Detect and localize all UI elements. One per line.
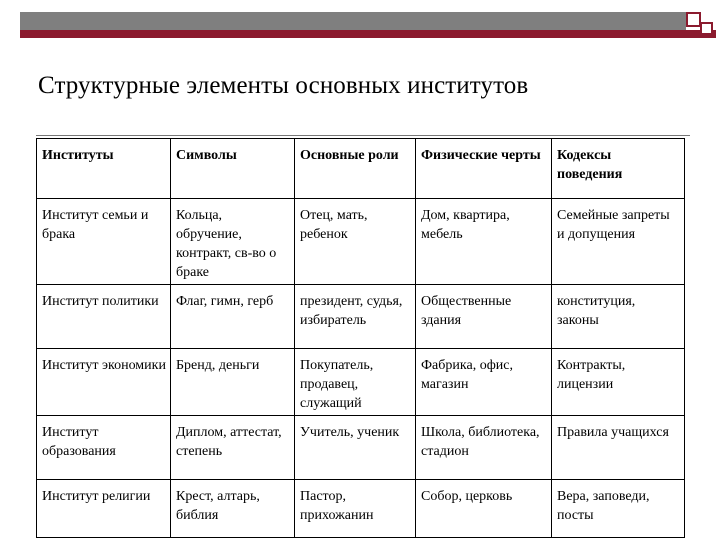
table-cell: Общественные здания	[416, 285, 552, 349]
table-cell: Кольца, обручение, контракт, св-во о браке	[171, 199, 295, 285]
table-cell: Вера, заповеди, посты	[552, 480, 685, 538]
decor-square-icon	[700, 22, 713, 35]
table-cell: Контракты, лицензии	[552, 349, 685, 416]
header-cell: Основные роли	[295, 139, 416, 199]
table-cell: Правила учащихся	[552, 416, 685, 480]
table-cell: Институт семьи и брака	[37, 199, 171, 285]
table-row	[37, 199, 685, 285]
table-cell: Покупатель, продавец, служащий	[295, 349, 416, 416]
table-cell: Фабрика, офис, магазин	[416, 349, 552, 416]
table-row	[37, 349, 685, 416]
table-cell: Институт политики	[37, 285, 171, 349]
table-cell: Институт образования	[37, 416, 171, 480]
header-cell: Кодексы поведения	[552, 139, 685, 199]
header-red-bar	[20, 30, 716, 38]
table-header-row	[37, 139, 685, 199]
title-divider	[36, 135, 690, 136]
table-row	[37, 285, 685, 349]
slide-title: Структурные элементы основных институтов	[38, 72, 529, 99]
header-cell: Физические черты	[416, 139, 552, 199]
table-row	[37, 416, 685, 480]
table-row	[37, 480, 685, 538]
table-cell: Дом, квартира, мебель	[416, 199, 552, 285]
table-cell: Институт экономики	[37, 349, 171, 416]
table-cell: Институт религии	[37, 480, 171, 538]
table-cell: Пастор, прихожанин	[295, 480, 416, 538]
table-cell: Бренд, деньги	[171, 349, 295, 416]
table-cell: Флаг, гимн, герб	[171, 285, 295, 349]
table-cell: Учитель, ученик	[295, 416, 416, 480]
institutions-table	[36, 138, 685, 538]
table-cell: Диплом, аттестат, степень	[171, 416, 295, 480]
table-cell: Собор, церковь	[416, 480, 552, 538]
table-cell: Крест, алтарь, библия	[171, 480, 295, 538]
header-gray-bar	[20, 12, 686, 30]
table-cell: президент, судья, избиратель	[295, 285, 416, 349]
header-cell: Институты	[37, 139, 171, 199]
table-cell: Семейные запреты и допущения	[552, 199, 685, 285]
header-cell: Символы	[171, 139, 295, 199]
table-cell: Отец, мать, ребенок	[295, 199, 416, 285]
table-cell: Школа, библиотека, стадион	[416, 416, 552, 480]
table-cell: конституция, законы	[552, 285, 685, 349]
decor-square-icon	[686, 12, 701, 27]
